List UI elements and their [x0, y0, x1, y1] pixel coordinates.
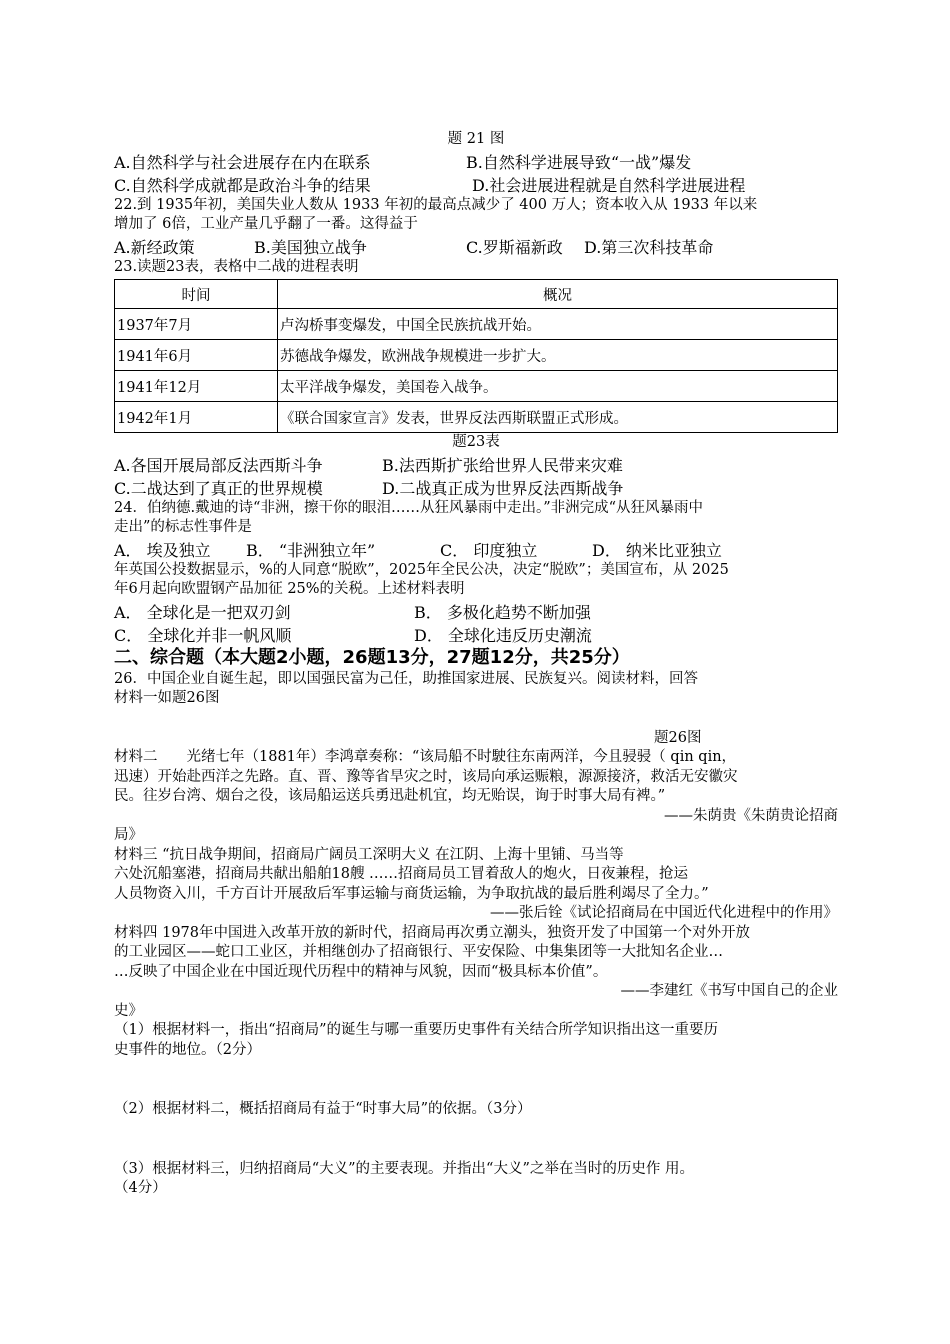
q23-options-row1	[114, 453, 838, 476]
q26-subquestion3-line2: （4分）	[114, 1180, 167, 1196]
table-row	[115, 309, 838, 340]
q26-material2-source-end: 局》	[114, 827, 143, 843]
q26-material3-line2: 六处沉船塞港，招商局共献出船舶18艘 ……招商局员工冒着敌人的炮火，日夜兼程，抢运	[114, 866, 689, 882]
q26-material4-line2: 的工业园区——蛇口工业区，并相继创办了招商银行、平安保险、中集集团等一大批知名企业…	[114, 944, 723, 960]
table-header-row	[115, 280, 838, 309]
table-cell-time: 1937年7月	[115, 309, 278, 340]
answer-space	[114, 1120, 838, 1160]
section-heading: 二、综合题（本大题2小题，26题13分，27题12分，共25分）	[114, 646, 630, 668]
table-cell-summary: 太平洋战争爆发，美国卷入战争。	[278, 371, 838, 402]
table-cell-time: 1942年1月	[115, 402, 278, 433]
q25-option-c: C． 全球化并非一帆风顺	[114, 625, 292, 645]
q26-material4-source-end: 史》	[114, 1002, 143, 1019]
q23-option-d: D.二战真正成为世界反法西斯战争	[382, 478, 624, 498]
q22-option-d: D.第三次科技革命	[584, 237, 714, 257]
q26-material2-line2: 迅速）开始赴西洋之先路。直、晋、豫等省旱灾之时，该局向承运赈粮，源源接济，救活无安徽灾	[114, 768, 738, 785]
table-row	[115, 340, 838, 371]
q21-option-a: A.自然科学与社会进展存在内在联系	[114, 152, 371, 172]
answer-space	[114, 1060, 838, 1100]
fig21-caption: 题 21 图	[447, 131, 505, 147]
q24-option-c: C． 印度独立	[440, 540, 538, 560]
q25-options-row1	[114, 600, 838, 623]
q25-stem-line1: 年英国公投数据显示，%的人同意“脱欧”，2025年全民公决，决定“脱欧”；美国宣布，从 2025	[114, 561, 729, 578]
q25-option-d: D． 全球化违反历史潮流	[414, 625, 592, 645]
exam-page	[114, 130, 838, 1199]
q23-table-caption: 题23表	[452, 434, 500, 450]
q23-option-a: A.各国开展局部反法西斯斗争	[114, 455, 323, 475]
q26-material4-line3: …反映了中国企业在中国近现代历程中的精神与风貌，因而“极具标本价值”。	[114, 963, 608, 980]
q26-material2-line3: 民。往岁台湾、烟台之役，该局船运送兵勇迅赴机宜，均无贻误，询于时事大局有裨。”	[114, 788, 666, 804]
q24-option-b: B． “非洲独立年”	[246, 540, 376, 560]
q22-option-c: C.罗斯福新政	[466, 237, 563, 257]
q25-stem-line2: 年6月起向欧盟钢产品加征 25%的关税。上述材料表明	[114, 581, 465, 597]
q24-stem-line1: 24．伯纳德.戴迪的诗“非洲，擦干你的眼泪……从狂风暴雨中走出。”非洲完成“从狂风暴雨中	[114, 499, 704, 516]
q24-option-a: A． 埃及独立	[114, 540, 211, 560]
q25-option-b: B． 多极化趋势不断加强	[414, 602, 591, 622]
table-header-time: 时间	[115, 280, 278, 309]
q26-subquestion1-line2: 史事件的地位。（2分）	[114, 1041, 261, 1058]
q23-table	[114, 279, 838, 433]
table-cell-time: 1941年6月	[115, 340, 278, 371]
q26-material2-source: ——朱荫贵《朱荫贵论招商	[664, 807, 838, 824]
q22-option-a: A.新经政策	[114, 237, 195, 257]
q26-material2-line1: 材料二 光绪七年（1881年）李鸿章奏称：“该局船不时駛往东南两洋，今且骎骎（ qin qin，	[114, 749, 737, 765]
q26-material3-line3: 人员物资入川，千方百计开展敌后军事运输与商货运输，为争取抗战的最后胜利竭尽了全力。”	[114, 885, 709, 902]
q21-option-d: D.社会进展进程就是自然科学进展进程	[472, 175, 746, 195]
q26-material3-line1: 材料三 “抗日战争期间，招商局广阔员工深明大义 在江阴、上海十里铺、马当等	[114, 846, 624, 863]
q26-material4-source: ——李建红《书写中国自己的企业	[620, 983, 838, 999]
q24-stem-line2: 走出”的标志性事件是	[114, 519, 252, 535]
q26-material1: 材料一如题26图	[114, 690, 220, 706]
table-header-summary: 概况	[278, 280, 838, 309]
q22-stem-line1: 22.到 1935年初，美国失业人数从 1933 年初的最高点减少了 400 万人；资本收入从 1933 年以来	[114, 196, 758, 213]
table-row	[115, 371, 838, 402]
q26-material4-line1: 材料四 1978年中国进入改革开放的新时代，招商局再次勇立潮头，独资开发了中国第一个对外开放	[114, 924, 751, 941]
q21-option-b: B.自然科学进展导致“一战”爆发	[466, 152, 692, 172]
fig26-caption: 题26图	[654, 729, 702, 746]
q24-options	[114, 538, 838, 561]
table-row	[115, 402, 838, 433]
q23-stem: 23.读题23表，表格中二战的进程表明	[114, 258, 359, 275]
q23-options-row2	[114, 476, 838, 499]
q26-material3-source: ——张后铨《试论招商局在中国近代化进程中的作用》	[490, 905, 838, 921]
q21-options-row2	[114, 173, 838, 196]
q22-options	[114, 235, 838, 258]
table-cell-time: 1941年12月	[115, 371, 278, 402]
q22-option-b: B.美国独立战争	[254, 237, 367, 257]
table-cell-summary: 《联合国家宣言》发表，世界反法西斯联盟正式形成。	[278, 402, 838, 433]
q24-option-d: D． 纳米比亚独立	[592, 540, 722, 560]
q25-option-a: A． 全球化是一把双刃剑	[114, 602, 291, 622]
q21-option-c: C.自然科学成就都是政治斗争的结果	[114, 175, 371, 195]
q23-option-c: C.二战达到了真正的世界规模	[114, 478, 323, 498]
q25-options-row2	[114, 623, 838, 646]
q21-options-row1	[114, 150, 838, 173]
figure26-placeholder	[114, 709, 838, 729]
table-cell-summary: 卢沟桥事变爆发，中国全民族抗战开始。	[278, 309, 838, 340]
table-cell-summary: 苏德战争爆发，欧洲战争规模进一步扩大。	[278, 340, 838, 371]
q26-stem: 26．中国企业自诞生起，即以国强民富为己任，助推国家进展、民族复兴。阅读材料，回答	[114, 670, 698, 687]
q26-subquestion3-line1: （3）根据材料三，归纳招商局“大义”的主要表现。并指出“大义”之举在当时的历史作 用。	[114, 1160, 694, 1177]
q22-stem-line2: 增加了 6倍，工业产量几乎翻了一番。这得益于	[114, 216, 418, 232]
q23-option-b: B.法西斯扩张给世界人民带来灾难	[382, 455, 623, 475]
q26-subquestion1-line1: （1）根据材料一，指出“招商局”的诞生与哪一重要历史事件有关结合所学知识指出这一重要历	[114, 1022, 719, 1038]
q26-subquestion2: （2）根据材料二，概括招商局有益于“时事大局”的依据。（3分）	[114, 1101, 532, 1117]
